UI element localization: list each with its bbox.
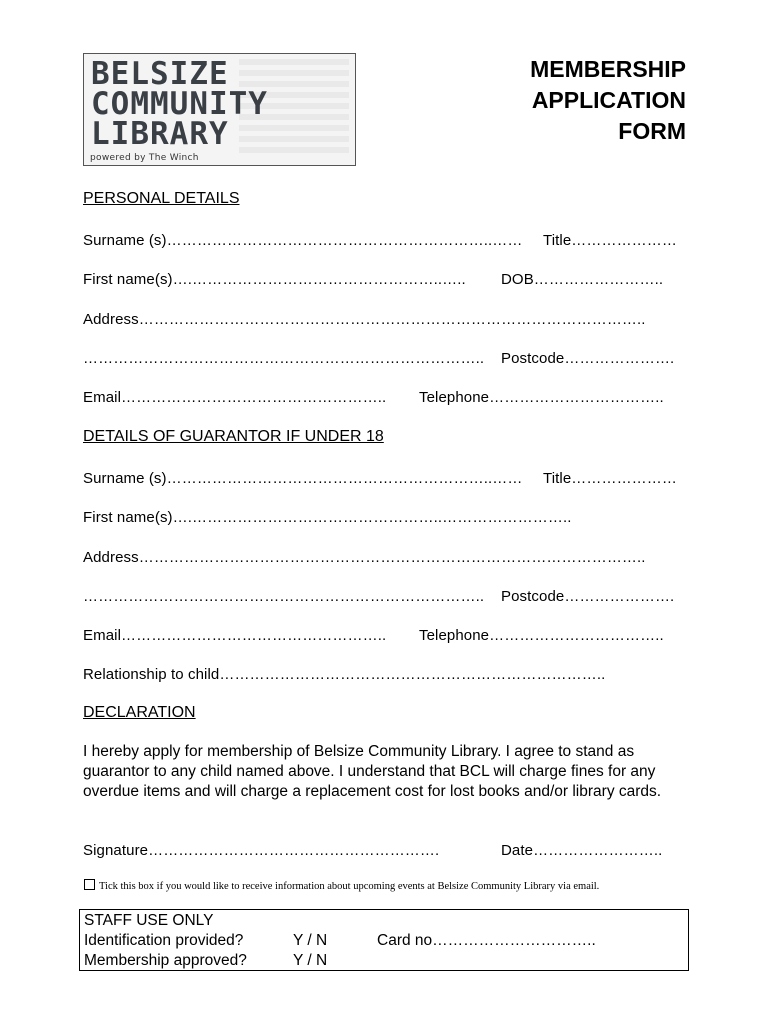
identification-yn[interactable]: Y / N: [293, 932, 328, 949]
guarantor-heading: DETAILS OF GUARANTOR IF UNDER 18: [83, 428, 384, 445]
email-field[interactable]: Email……………………………………………..: [83, 389, 387, 406]
declaration-text: I hereby apply for membership of Belsize Community Library. I agree to stand as guarantor to any child named above. I understand that BCL will charge fines for any overdue items and will charge a replacement cost for lost books and/or library cards.: [83, 743, 662, 800]
logo-subtitle: powered by The Winch: [90, 153, 199, 163]
address-line2-field[interactable]: ……………………………………………………………………..: [83, 350, 485, 367]
guarantor-title-field[interactable]: Title…………………: [543, 470, 677, 487]
logo-line-library: LIBRARY: [91, 116, 229, 152]
form-title: [446, 54, 686, 147]
declaration-heading: DECLARATION: [83, 704, 196, 721]
staff-use-box: [79, 909, 689, 971]
logo-line-community: COMMUNITY: [91, 86, 268, 122]
dob-field[interactable]: DOB……………………..: [501, 271, 664, 288]
surname-field[interactable]: Surname (s)………………………………………………………..……: [83, 232, 523, 249]
guarantor-email-field[interactable]: Email……………………………………………..: [83, 627, 387, 644]
staff-use-heading: STAFF USE ONLY: [84, 912, 214, 929]
membership-approved-yn[interactable]: Y / N: [293, 952, 328, 969]
identification-label: Identification provided?: [84, 932, 244, 949]
relationship-field[interactable]: Relationship to child…………………………………………………………………..: [83, 666, 606, 683]
postcode-field[interactable]: Postcode………………….: [501, 350, 675, 367]
guarantor-postcode-field[interactable]: Postcode………………….: [501, 588, 675, 605]
title-field[interactable]: Title…………………: [543, 232, 677, 249]
form-title-line: APPLICATION: [531, 87, 686, 113]
address-field[interactable]: Address………………………………………………………………………………………..: [83, 311, 646, 328]
personal-details-heading: PERSONAL DETAILS: [83, 190, 240, 207]
guarantor-telephone-field[interactable]: Telephone……………………………..: [419, 627, 664, 644]
telephone-field[interactable]: Telephone……………………………..: [419, 389, 664, 406]
signature-field[interactable]: Signature………………………………………………….: [83, 842, 440, 859]
form-title-line: FORM: [618, 118, 686, 144]
events-checkbox[interactable]: [84, 879, 95, 890]
events-opt-in[interactable]: [84, 879, 599, 892]
date-field[interactable]: Date……………………..: [501, 842, 663, 859]
guarantor-first-name-field[interactable]: First name(s)….…………………………………………..……………………..: [83, 509, 572, 526]
guarantor-surname-field[interactable]: Surname (s)………………………………………………………..……: [83, 470, 523, 487]
form-title-line: MEMBERSHIP: [530, 56, 686, 82]
membership-approved-label: Membership approved?: [84, 952, 247, 969]
card-number-field[interactable]: Card no…………………………..: [377, 932, 596, 949]
events-checkbox-label: Tick this box if you would like to receive information about upcoming events at Belsize Community Library via email.: [99, 881, 600, 892]
first-name-field[interactable]: First name(s)….…………………………………………..…..: [83, 271, 466, 288]
logo-line-belsize: BELSIZE: [91, 56, 229, 92]
guarantor-address-line2-field[interactable]: ……………………………………………………………………..: [83, 588, 485, 605]
library-logo: [83, 53, 356, 166]
guarantor-address-field[interactable]: Address………………………………………………………………………………………..: [83, 549, 646, 566]
